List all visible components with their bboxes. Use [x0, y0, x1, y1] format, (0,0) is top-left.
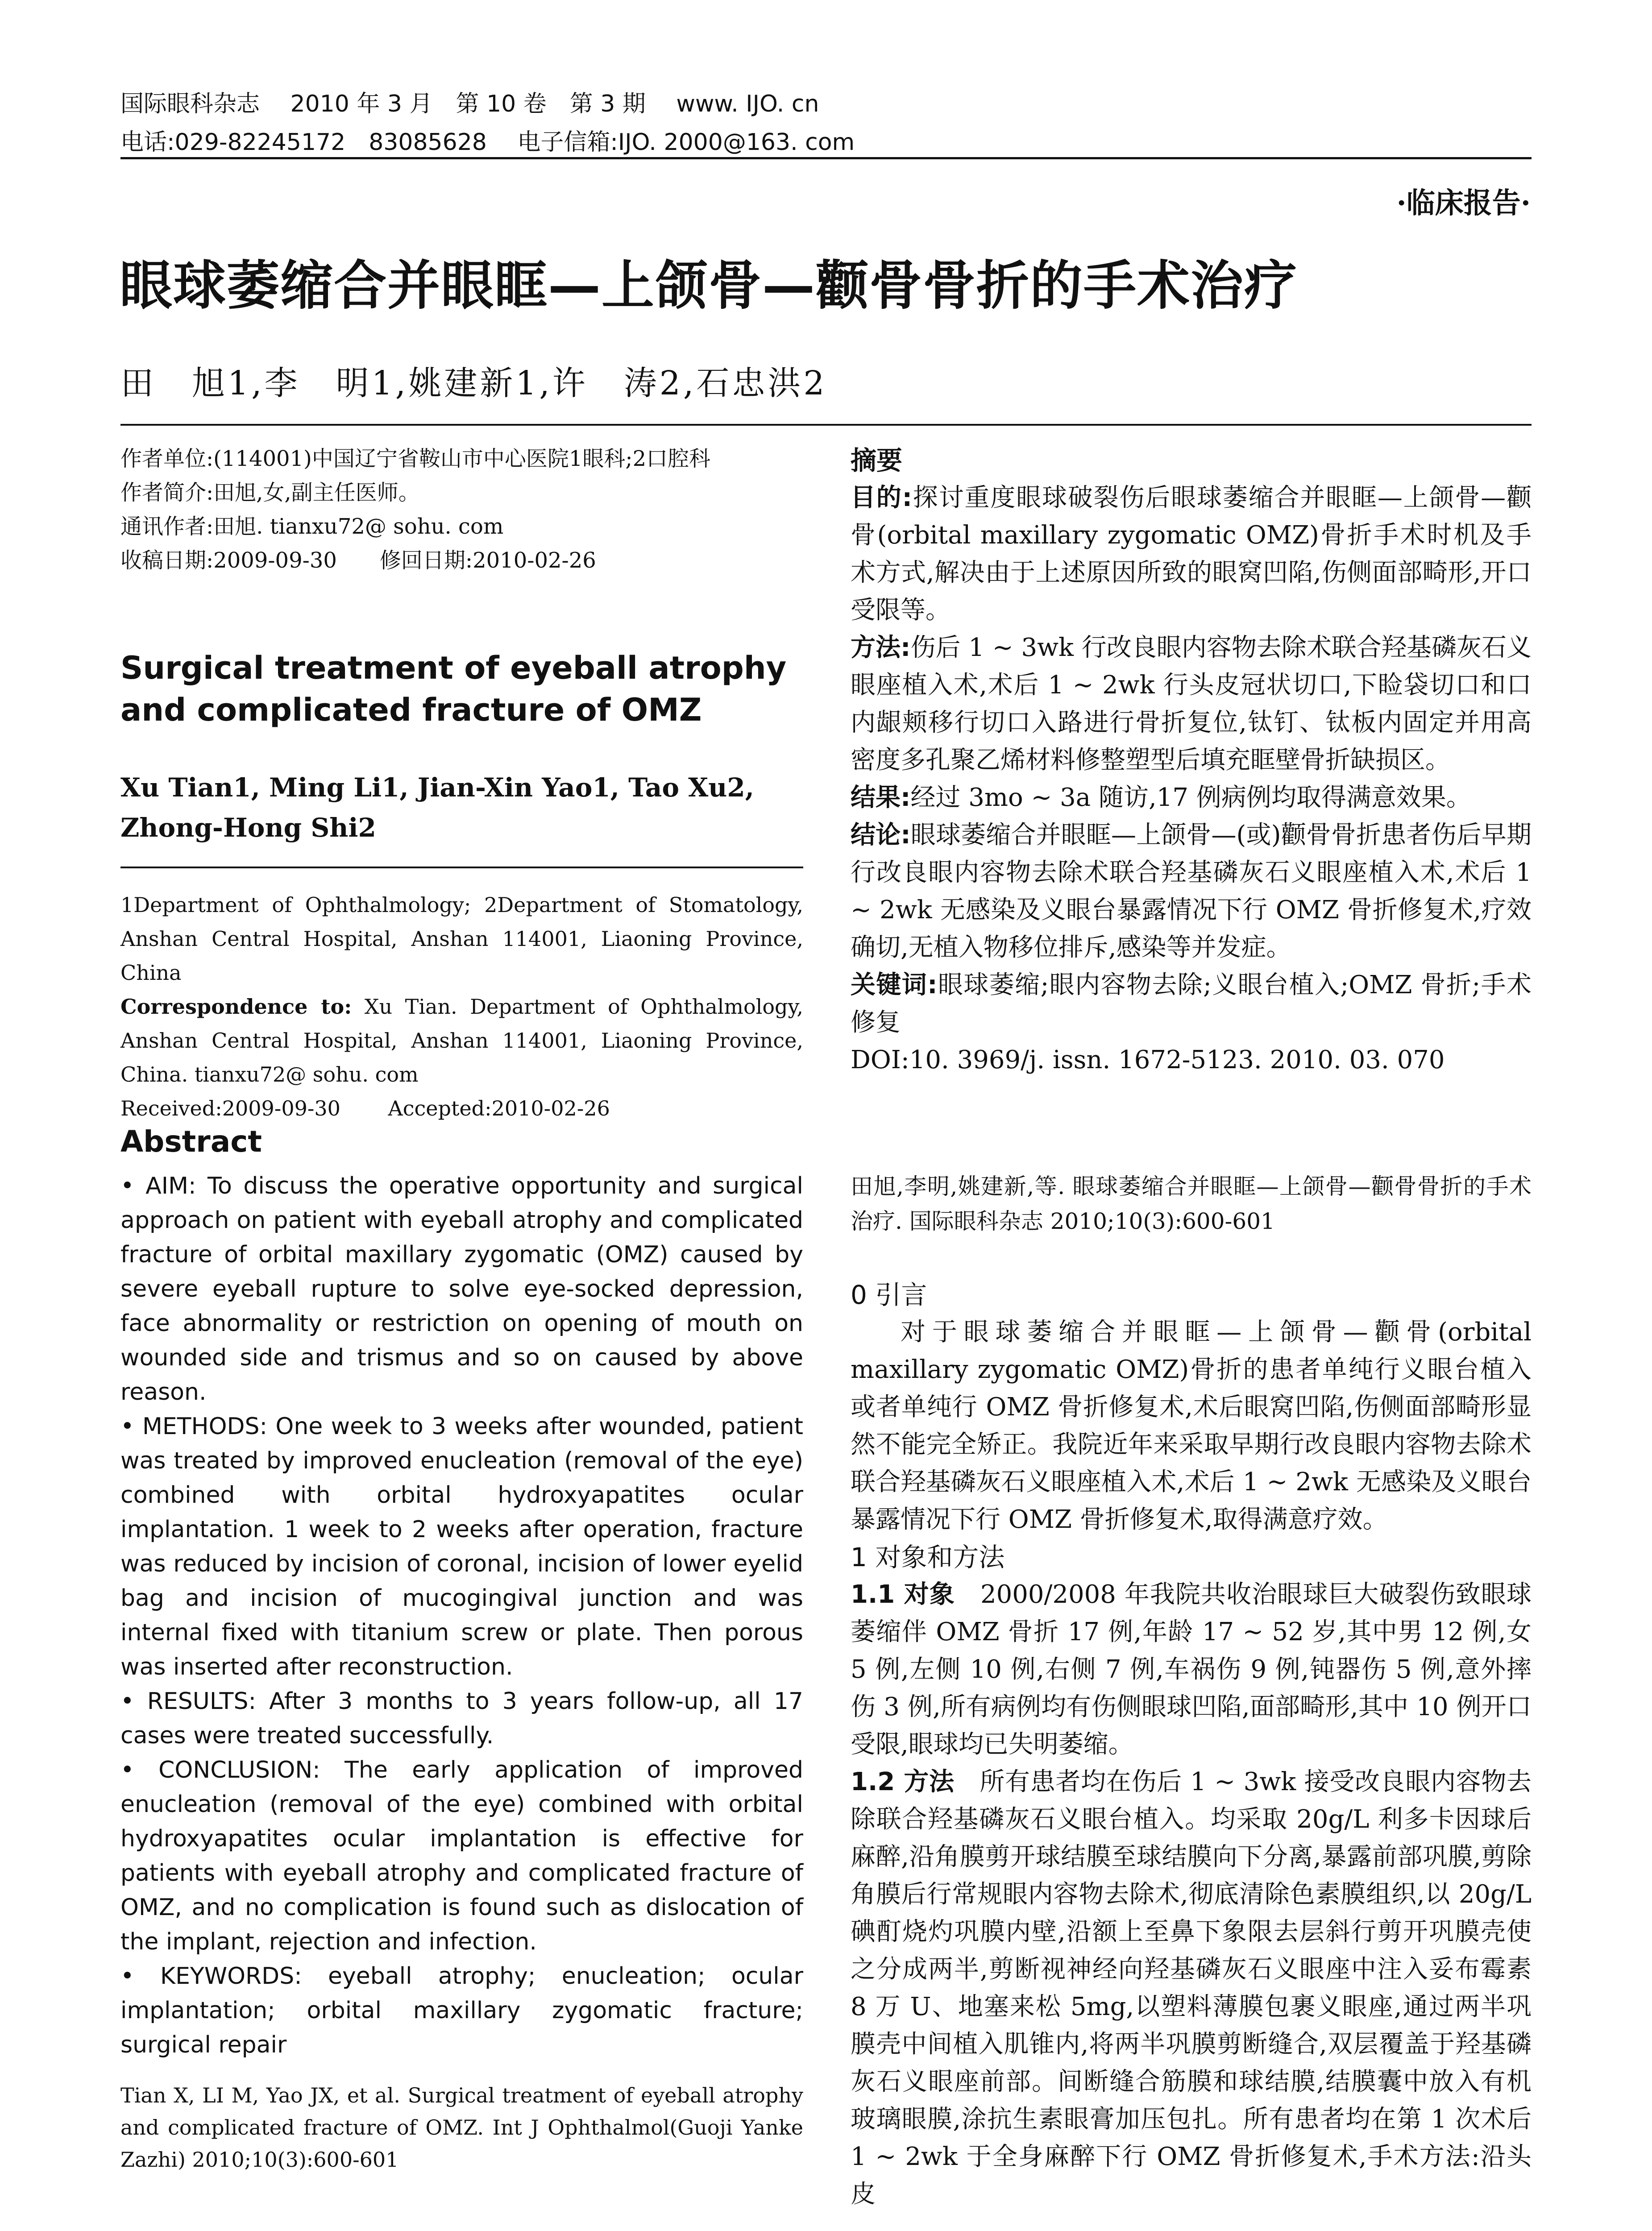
aim-text-cn: 探讨重度眼球破裂伤后眼球萎缩合并眼眶—上颌骨—颧骨(orbital maxillary zygomatic OMZ)骨折手术时机及手术方式,解决由于上述原因所致的眼窝凹陷,伤侧面部畸形,开口受限等。 — [851, 483, 1532, 625]
abstract-aim: • AIM: To discuss the operative opportunity and surgical approach on patient with eyeball atrophy and complicated fracture of orbital maxillary zygomatic (OMZ) caused by severe eyeball rupture to solve eye-socked depression, face abnormality or restriction on opening of mouth on wounded side and trismus and so on caused by above reason. — [120, 1173, 803, 1406]
abstract-heading-cn: 摘要 — [851, 445, 903, 476]
authors-cn — [120, 357, 1459, 404]
keywords-text-cn: 眼球萎缩;眼内容物去除;义眼台植入;OMZ 骨折;手术修复 — [851, 970, 1532, 1037]
methods-text-cn: 伤后 1 ~ 3wk 行改良眼内容物去除术联合羟基磷灰石义眼座植入术,术后 1 ~ 2wk 行头皮冠状切口,下睑袋切口和口内龈颊移行切口入路进行骨折复位,钛钉、钛板内固定并用高密度多孔聚乙烯材料修整塑型后填充眶壁骨折缺损区。 — [851, 633, 1532, 775]
affiliation-dept: 1Department of Ophthalmology; 2Department of Stomatology, Anshan Central Hospital, Anshan 114001, Liaoning Province, China — [120, 893, 803, 985]
section-label: ·临床报告· — [1396, 187, 1531, 220]
author-bio: 作者简介:田旭,女,副主任医师。 — [120, 480, 420, 505]
methods-label-cn: 方法: — [851, 633, 911, 662]
methods-heading: 1 对象和方法 — [851, 1542, 1005, 1572]
title-rule — [120, 424, 1532, 426]
subject-label: 1.1 对象 — [851, 1580, 955, 1609]
keywords-label-cn: 关键词: — [851, 970, 938, 999]
abstract-cn-block — [851, 442, 1532, 1079]
author-correspondence: 通讯作者:田旭. tianxu72@ sohu. com — [120, 514, 504, 539]
method-paragraph: 所有患者均在伤后 1 ~ 3wk 接受改良眼内容物去除联合羟基磷灰石义眼台植入。均采取 20g/L 利多卡因球后麻醉,沿角膜剪开球结膜至球结膜向下分离,暴露前部巩膜,剪除角膜后行常规眼内容物去除术,彻底清除色素膜组织,以 20g/L 碘酊烧灼巩膜内壁,沿额上至鼻下象限去层斜行剪开巩膜壳使之分成两半,剪断视神经向羟基磷灰石义眼座中注入妥布霉素 8 万 U、地塞来松 5mg,以塑料薄膜包裹义眼座,通过两半巩膜壳中间植入肌锥内,将两半巩膜剪断缝合,双层覆盖于羟基磷灰石义眼座前部。间断缝合筋膜和球结膜,结膜囊中放入有机玻璃眼膜,涂抗生素眼膏加压包扎。所有患者均在第 1 次术后 1 ~ 2wk 于全身麻醉下行 OMZ 骨折修复术,手术方法:沿头皮 — [851, 1767, 1532, 2209]
article-title-en: Surgical treatment of eyeball atrophy and complicated fracture of OMZ — [120, 650, 787, 728]
abstract-heading-en: Abstract — [120, 1124, 262, 1159]
abstract-results: • RESULTS: After 3 months to 3 years follow-up, all 17 cases were treated successfully. — [120, 1688, 803, 1749]
abstract-methods: • METHODS: One week to 3 weeks after wounded, patient was treated by improved enucleation (removal of the eye) combined with orbital hydroxyapatites ocular implantation. 1 week to 2 weeks after operation, fracture was reduced by incision of coronal, incision of lower eyelid bag and incision of mucogingival junction and was internal fixed with titanium screw or plate. Then porous was inserted after reconstruction. — [120, 1413, 803, 1680]
results-text-cn: 经过 3mo ~ 3a 随访,17 例病例均取得满意效果。 — [910, 783, 1471, 812]
results-label-cn: 结果: — [851, 783, 911, 812]
citation-cn: 田旭,李明,姚建新,等. 眼球萎缩合并眼眶—上颌骨—颧骨骨折的手术治疗. 国际眼科杂志 2010;10(3):600-601 — [851, 1174, 1532, 1234]
body-text-block — [851, 1276, 1532, 2213]
authors-en: Xu Tian1, Ming Li1, Jian-Xin Yao1, Tao Xu2, Zhong-Hong Shi2 — [120, 772, 754, 843]
journal-header-line1: 国际眼科杂志 2010 年 3 月 第 10 卷 第 3 期 www. IJO. cn — [120, 91, 819, 117]
method-label: 1.2 方法 — [851, 1767, 955, 1796]
authors-cn-text: 田 旭1,李 明1,姚建新1,许 涛2,石忠洪2 — [120, 364, 827, 402]
citation-en: Tian X, LI M, Yao JX, et al. Surgical treatment of eyeball atrophy and complicated fracture of OMZ. Int J Ophthalmol(Guoji Yanke Zazhi) 2010;10(3):600-601 — [120, 2083, 803, 2172]
abstract-keywords: • KEYWORDS: eyeball atrophy; enucleation; ocular implantation; orbital maxillary zygomatic fracture; surgical repair — [120, 1963, 803, 2058]
doi: DOI:10. 3969/j. issn. 1672-5123. 2010. 03. 070 — [851, 1045, 1445, 1074]
journal-header-line2: 电话:029-82245172 83085628 电子信箱:IJO. 2000@163. com — [120, 129, 855, 156]
correspondence-text: Xu Tian. Department of Ophthalmology, Anshan Central Hospital, Anshan 114001, Liaoning Province, China. tianxu72@ sohu. com — [120, 995, 803, 1086]
affiliation-en-block — [120, 888, 803, 1125]
article-title-cn: 眼球萎缩合并眼眶—上颌骨—颧骨骨折的手术治疗 — [120, 255, 1298, 316]
affiliation-rule — [120, 867, 803, 868]
author-unit: 作者单位:(114001)中国辽宁省鞍山市中心医院1眼科;2口腔科 — [120, 446, 711, 471]
correspondence-label: Correspondence to: — [120, 995, 352, 1019]
aim-label-cn: 目的: — [851, 483, 913, 512]
subject-paragraph: 2000/2008 年我院共收治眼球巨大破裂伤致眼球萎缩伴 OMZ 骨折 17 例,年龄 17 ~ 52 岁,其中男 12 例,女 5 例,左侧 10 例,右侧 7 例,车祸伤 9 例,钝器伤 5 例,意外摔伤 3 例,所有病例均有伤侧眼球凹陷,面部畸形,其中 10 例开口受限,眼球均已失明萎缩。 — [851, 1580, 1532, 1759]
received-accepted-dates: Received:2009-09-30 Accepted:2010-02-26 — [120, 1096, 610, 1120]
author-dates: 收稿日期:2009-09-30 修回日期:2010-02-26 — [120, 548, 596, 573]
intro-paragraph: 对于眼球萎缩合并眼眶—上颌骨—颧骨(orbital maxillary zygomatic OMZ)骨折的患者单纯行义眼台植入或者单纯行 OMZ 骨折修复术,术后眼窝凹陷,伤侧面部畸形显然不能完全矫正。我院近年来采取早期行改良眼内容物去除术联合羟基磷灰石义眼座植入术,术后 1 ~ 2wk 无感染及义眼台暴露情况下行 OMZ 骨折修复术,取得满意疗效。 — [851, 1318, 1532, 1534]
author-info-block — [120, 442, 803, 577]
abstract-conclusion: • CONCLUSION: The early application of improved enucleation (removal of the eye) combined with orbital hydroxyapatites ocular implantation is effective for patients with eyeball atrophy and complicated fracture of OMZ, and no complication is found such as dislocation of the implant, rejection and infection. — [120, 1757, 803, 1955]
abstract-en-body — [120, 1169, 803, 2062]
intro-heading: 0 引言 — [851, 1280, 927, 1310]
conclusion-text-cn: 眼球萎缩合并眼眶—上颌骨—(或)颧骨骨折患者伤后早期行改良眼内容物去除术联合羟基磷灰石义眼座植入术,术后 1 ~ 2wk 无感染及义眼台暴露情况下行 OMZ 骨折修复术,疗效确切,无植入物移位排斥,感染等并发症。 — [851, 821, 1532, 962]
header-rule — [120, 157, 1532, 159]
conclusion-label-cn: 结论: — [851, 821, 911, 850]
